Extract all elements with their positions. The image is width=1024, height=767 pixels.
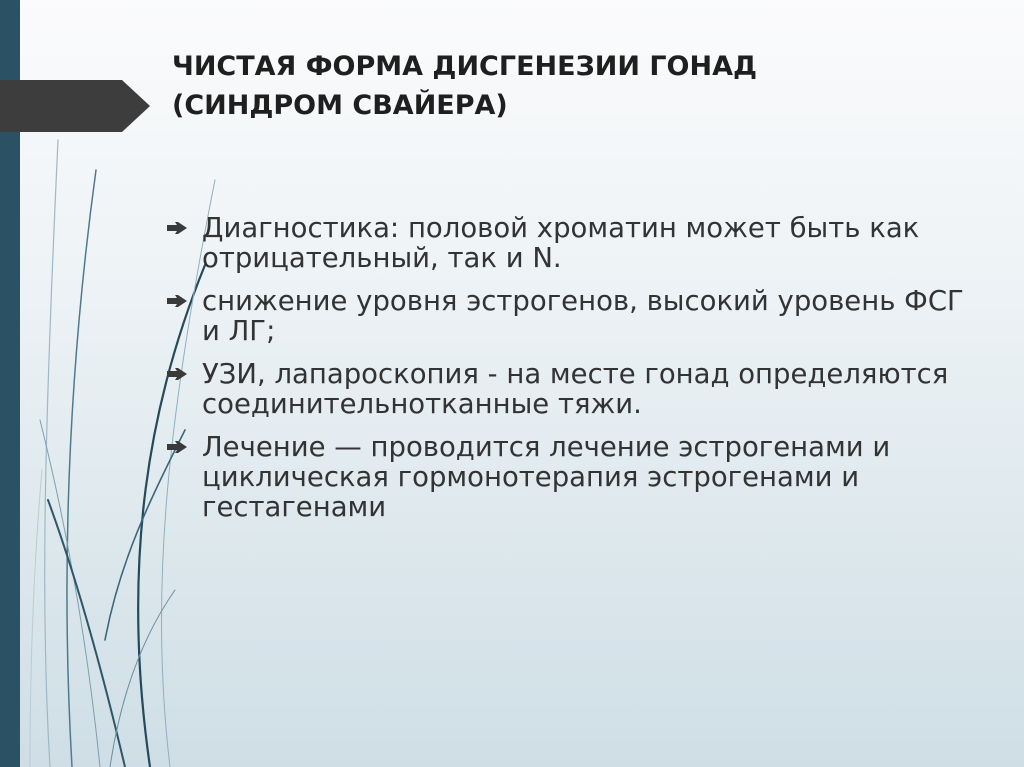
pointing-hand-icon bbox=[166, 440, 188, 454]
slide-title bbox=[172, 47, 932, 125]
bullet-list bbox=[166, 213, 966, 535]
bullet-item-hormones bbox=[166, 286, 966, 346]
bullet-item-ultrasound bbox=[166, 359, 966, 419]
bullet-text: Диагностика: половой хроматин может быть как отрицательный, так и N. bbox=[202, 212, 920, 274]
slide-title-line-2: (СИНДРОМ СВАЙЕРА) bbox=[172, 90, 508, 121]
pointing-hand-icon bbox=[166, 367, 188, 381]
title-banner-arrow bbox=[0, 80, 150, 132]
slide-title-line-1: ЧИСТАЯ ФОРМА ДИСГЕНЕЗИИ ГОНАД bbox=[172, 51, 758, 82]
pointing-hand-icon bbox=[166, 221, 188, 235]
bullet-item-diagnostics bbox=[166, 213, 966, 273]
bullet-text: снижение уровня эстрогенов, высокий уровень ФСГ и ЛГ; bbox=[202, 285, 964, 347]
bullet-text: Лечение — проводится лечение эстрогенами и циклическая гормонотерапия эстрогенами и гестагенами bbox=[202, 431, 891, 523]
bullet-item-treatment bbox=[166, 432, 966, 522]
bullet-text: УЗИ, лапароскопия - на месте гонад определяются соединительнотканные тяжи. bbox=[202, 358, 949, 420]
pointing-hand-icon bbox=[166, 294, 188, 308]
